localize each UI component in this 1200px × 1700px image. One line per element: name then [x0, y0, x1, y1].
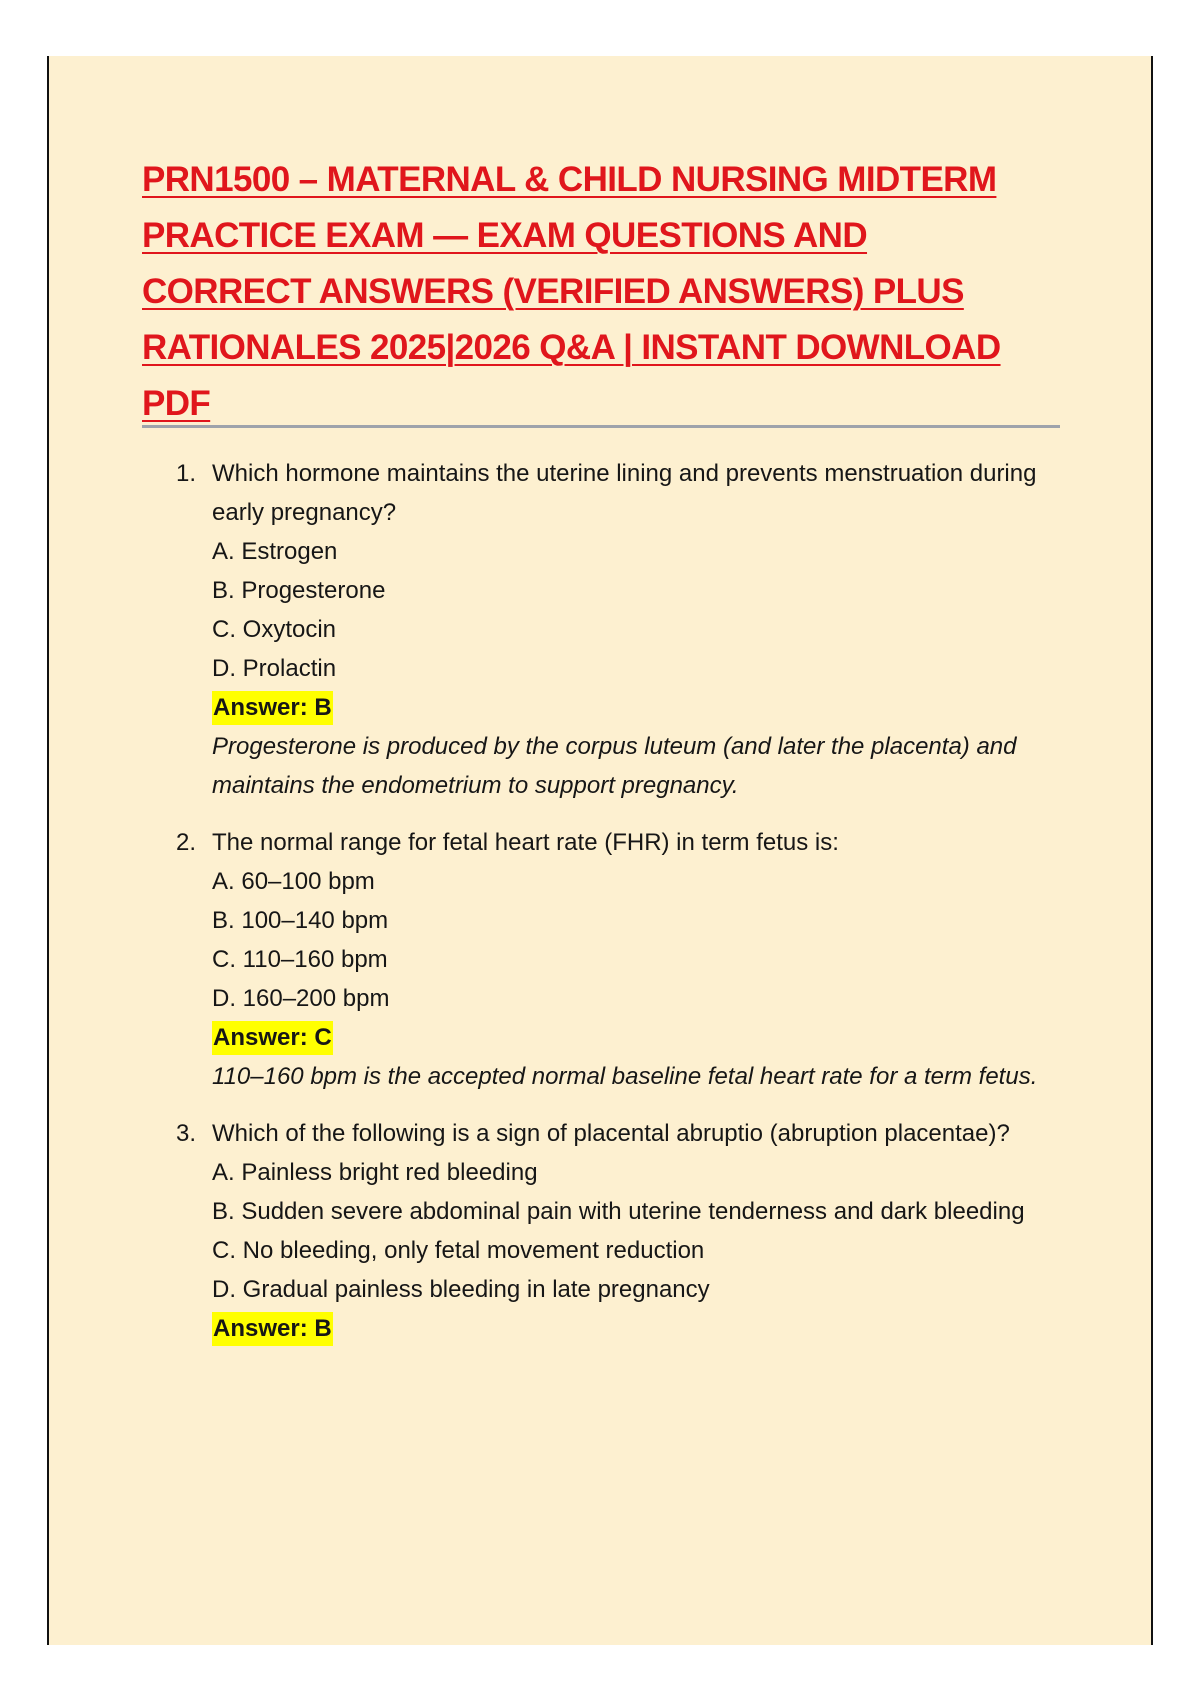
question-number: 2.: [176, 829, 197, 856]
option-a: A. Estrogen: [212, 538, 338, 565]
option-b: B. Sudden severe abdominal pain with uterine tenderness and dark bleeding: [212, 1198, 1025, 1225]
option-a: A. 60–100 bpm: [212, 868, 375, 895]
question-1: [142, 454, 1062, 805]
page-border-right: [1151, 56, 1153, 1645]
rationale-text: Progesterone is produced by the corpus luteum (and later the placenta) and maintains the endometrium to support pregnancy.: [212, 733, 1017, 799]
rationale-text: 110–160 bpm is the accepted normal baseline fetal heart rate for a term fetus.: [212, 1063, 1038, 1090]
question-text: The normal range for fetal heart rate (FHR) in term fetus is:: [212, 829, 839, 856]
question-list: [142, 454, 1062, 1348]
option-b: B. 100–140 bpm: [212, 907, 389, 934]
question-text: Which hormone maintains the uterine lining and prevents menstruation during early pregnancy?: [212, 460, 1037, 526]
answer-highlight: Answer: B: [212, 691, 333, 725]
question-2: [142, 823, 1062, 1096]
document-title: PRN1500 – MATERNAL & CHILD NURSING MIDTERM PRACTICE EXAM — EXAM QUESTIONS AND CORRECT ANSWERS (VERIFIED ANSWERS) PLUS RATIONALES 2025|2026 Q&A | INSTANT DOWNLOAD PDF: [142, 160, 1001, 423]
option-c: C. No bleeding, only fetal movement reduction: [212, 1237, 705, 1264]
option-d: D. Prolactin: [212, 655, 337, 682]
question-text: Which of the following is a sign of placental abruptio (abruption placentae)?: [212, 1120, 1010, 1147]
question-number: 1.: [176, 460, 197, 487]
question-3: [142, 1114, 1062, 1348]
option-d: D. Gradual painless bleeding in late pregnancy: [212, 1276, 710, 1303]
option-d: D. 160–200 bpm: [212, 985, 390, 1012]
option-a: A. Painless bright red bleeding: [212, 1159, 538, 1186]
option-c: C. Oxytocin: [212, 616, 337, 643]
page-border-left: [47, 56, 49, 1645]
answer-highlight: Answer: B: [212, 1312, 333, 1346]
horizontal-divider: [142, 425, 1060, 428]
option-b: B. Progesterone: [212, 577, 386, 604]
question-number: 3.: [176, 1120, 197, 1147]
answer-highlight: Answer: C: [212, 1021, 333, 1055]
option-c: C. 110–160 bpm: [212, 946, 388, 973]
